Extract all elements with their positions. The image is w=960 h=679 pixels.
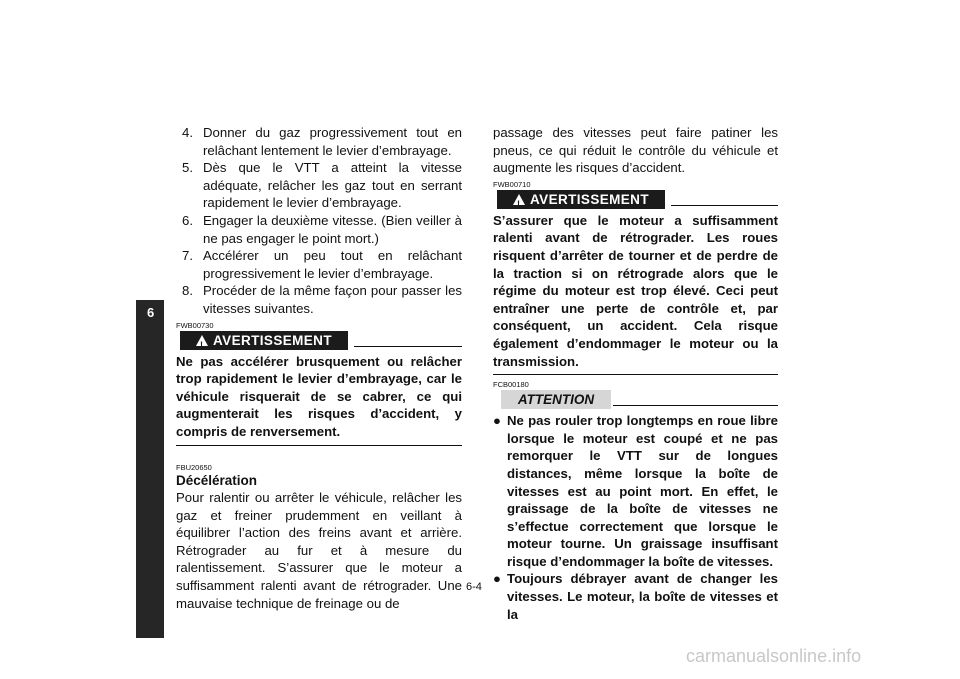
step-number: 5. — [182, 160, 193, 176]
warning-badge — [180, 331, 348, 350]
watermark: carmanualsonline.info — [686, 646, 862, 666]
step-item — [176, 212, 462, 247]
bullet-icon: ● — [493, 413, 501, 429]
left-column — [176, 124, 462, 612]
warning-code: FWB00710 — [493, 179, 531, 189]
attention-badge: ATTENTION — [501, 390, 611, 409]
step-text: Engager la deuxième vitesse. (Bien veiller à ne pas engager le point mort.) — [203, 212, 462, 246]
step-text: Dès que le VTT a atteint la vitesse adéquate, relâcher les gaz tout en serrant rapidement le levier d’embrayage. — [203, 160, 462, 211]
section-body: Pour ralentir ou arrêter le véhicule, relâcher les gaz et freiner prudemment en veillant à équilibrer l’action des freins avant et arrière. Rétrograder au fur et à mesure du ralentissement. S’assurer que le moteur a suffisamment ralenti avant de rétrograder. Une mauvaise technique de freinage ou de — [176, 490, 462, 611]
step-text: Accélérer un peu tout en relâchant progressivement le levier d’embrayage. — [203, 248, 462, 281]
warning-badge — [497, 190, 665, 209]
warning-label: AVERTISSEMENT — [213, 332, 332, 348]
warning-text: Ne pas accélérer brusquement ou relâcher trop rapidement le levier d’embrayage, car le véhicule risquerait de se cabrer, ce qui augmenterait les risques d’accident, y compris de renversement. — [176, 353, 462, 439]
warning-rule — [354, 346, 462, 347]
attention-header — [493, 390, 778, 412]
attention-rule — [613, 405, 778, 406]
step-item — [176, 124, 462, 159]
warning-label: AVERTISSEMENT — [530, 191, 649, 207]
section-code: FBU20650 — [176, 462, 212, 472]
attention-item-text: Toujours débrayer avant de changer les vitesses. Le moteur, la boîte de vitesses et la — [507, 571, 778, 622]
right-column — [493, 124, 778, 623]
step-number: 8. — [182, 283, 193, 299]
step-text: Donner du gaz progressivement tout en relâchant lentement le levier d’embrayage. — [203, 125, 462, 158]
warning-triangle-icon — [196, 335, 208, 346]
bullet-icon: ● — [493, 571, 501, 587]
warning-code: FWB00730 — [176, 320, 214, 330]
attention-code: FCB00180 — [493, 380, 529, 390]
chapter-number: 6 — [147, 305, 155, 320]
chapter-tab — [136, 300, 164, 638]
step-text: Procéder de la même façon pour passer les vitesses suivantes. — [203, 283, 462, 316]
warning-bottom-rule — [176, 445, 462, 446]
step-number: 4. — [182, 125, 193, 140]
step-item — [176, 159, 462, 212]
warning-triangle-icon — [513, 194, 525, 205]
step-item — [176, 282, 462, 317]
step-item — [176, 247, 462, 282]
attention-item-text: Ne pas rouler trop longtemps en roue libre lorsque le moteur est coupé et ne pas remorquer le VTT sur de longues distances, même lorsque la boîte de vitesses est au point mort. En effet, le graissage de la boîte de vitesses ne s’effectue correctement que lorsque le moteur tourne. Un graissage insuffisant risque d’endommager la boîte de vitesses. — [507, 413, 778, 569]
warning-rule — [671, 205, 778, 206]
step-number: 6. — [182, 212, 193, 228]
attention-item — [493, 412, 778, 570]
section-title: Décélération — [176, 472, 258, 488]
warning-header — [176, 331, 462, 353]
page-number: 6-4 — [466, 581, 482, 593]
attention-item — [493, 570, 778, 623]
step-number: 7. — [182, 248, 193, 264]
warning-text: S’assurer que le moteur a suffisamment ralenti avant de rétrograder. Les roues risquent d’arrêter de tourner et de perdre de la traction si on rétrograde alors que le régime du moteur est trop élevé. Ceci peut entraîner une perte de contrôle et, par conséquent, un accident. Cela risque également d’endommager le moteur ou la transmission. — [493, 212, 778, 369]
continuation-text: passage des vitesses peut faire patiner les pneus, ce qui réduit le contrôle du véhicule et augmente les risques d’accident. — [493, 125, 778, 176]
warning-bottom-rule — [493, 374, 778, 375]
warning-header — [493, 190, 778, 212]
